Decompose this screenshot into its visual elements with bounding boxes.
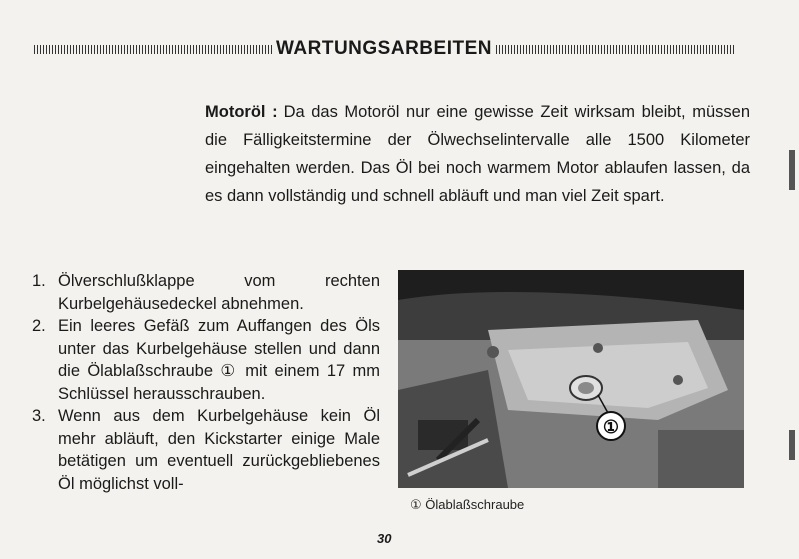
header-hatch-right bbox=[496, 45, 734, 54]
page-edge-mark bbox=[789, 430, 795, 460]
intro-paragraph bbox=[205, 98, 750, 210]
step-number: 2. bbox=[32, 317, 46, 335]
header-hatch-left bbox=[34, 45, 272, 54]
page-number: 30 bbox=[377, 531, 392, 546]
step-number: 3. bbox=[32, 407, 46, 425]
intro-text: Da das Motoröl nur eine gewisse Zeit wirksam bleibt, müssen die Fälligkeitstermine der Ölwechselintervalle alle 1500 Kilometer eingehalten werden. Das Öl bei noch warmem Motor ablaufen lassen, da es dann vollständig und schnell abläuft und man viel Zeit spart. bbox=[205, 103, 750, 205]
engine-illustration bbox=[398, 270, 744, 488]
step-text: Ein leeres Gefäß zum Auffangen des Öls unter das Kurbelgehäuse stellen und dann die Ölablaßschraube ① mit einem 17 mm Schlüssel herausschrauben. bbox=[58, 317, 380, 403]
photo-caption: ① Ölablaßschraube bbox=[410, 497, 525, 512]
list-item bbox=[32, 405, 380, 495]
step-text: Ölverschlußklappe vom rechten Kurbelgehäusedeckel abnehmen. bbox=[58, 272, 380, 313]
list-item bbox=[32, 270, 380, 315]
photo-callout: ① bbox=[602, 417, 620, 437]
step-number: 1. bbox=[32, 272, 46, 290]
page-edge-mark bbox=[789, 150, 795, 190]
section-header bbox=[34, 38, 734, 60]
engine-photo bbox=[398, 270, 744, 488]
list-item bbox=[32, 315, 380, 405]
step-text: Wenn aus dem Kurbelgehäuse kein Öl mehr abläuft, den Kickstarter einige Male betätigen um eventuell zurückgebliebenes Öl möglichst voll- bbox=[58, 407, 380, 493]
intro-label: Motoröl : bbox=[205, 103, 278, 121]
section-title: WARTUNGSARBEITEN bbox=[276, 38, 492, 59]
steps-list bbox=[32, 270, 380, 495]
